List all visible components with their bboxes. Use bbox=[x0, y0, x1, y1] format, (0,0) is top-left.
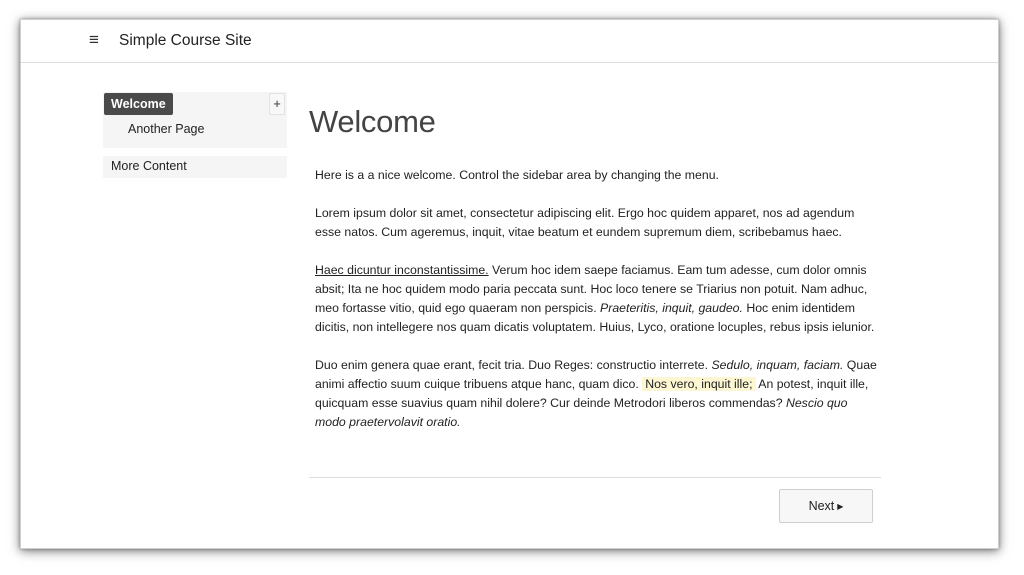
next-button-label: Next bbox=[808, 499, 835, 513]
sidebar-item-more-content[interactable]: More Content bbox=[103, 156, 287, 178]
text-run: Hoc enim identidem dicitis, non intellegere nos quam dicatis voluptatem. Huius, Lyco, oratione locuples, rebus ipsis ielunior. bbox=[315, 301, 875, 334]
highlighted-text: Nos vero, inquit ille; bbox=[642, 377, 755, 391]
paragraph-four bbox=[315, 356, 881, 432]
page-title: Welcome bbox=[309, 104, 436, 139]
sidebar-item-another-page[interactable]: Another Page bbox=[128, 122, 205, 136]
paragraph-lorem: Lorem ipsum dolor sit amet, consectetur adipiscing elit. Ergo hoc quidem apparet, nos ad agendum esse natos. Cum ageremus, inquit, vitae beatum et eundem supremum diem, scribebamus haec. bbox=[315, 206, 855, 239]
text-run: An potest, inquit ille, quicquam esse suavius quam nihil dolere? Cur deinde Metrodori liberos commendas? bbox=[315, 377, 869, 410]
article-body bbox=[309, 166, 881, 432]
inline-link[interactable]: Haec dicuntur inconstantissime. bbox=[315, 263, 489, 277]
paragraph-three bbox=[315, 261, 881, 337]
main-content bbox=[309, 102, 881, 451]
emphasis-text: Sedulo, inquam, faciam. bbox=[711, 358, 844, 372]
sidebar bbox=[103, 92, 287, 178]
sidebar-group-welcome bbox=[103, 92, 287, 148]
text-run: Verum hoc idem saepe faciamus. Eam tum adesse, cum dolor omnis absit; Ita ne hoc quidem modo paria peccata sunt. Hoc loco tenere se Triarius non potuit. Nam adhuc, meo fortasse vitio, quid ego quaeram non perspicis. bbox=[315, 263, 868, 315]
text-run: Duo enim genera quae erant, fecit tria. Duo Reges: constructio interrete. bbox=[315, 358, 712, 372]
paragraph-intro: Here is a a nice welcome. Control the sidebar area by changing the menu. bbox=[315, 168, 719, 182]
sidebar-item-welcome[interactable]: Welcome bbox=[104, 93, 173, 115]
browser-page bbox=[20, 19, 999, 549]
top-bar bbox=[21, 20, 998, 63]
emphasis-text: Nescio quo modo praetervolavit oratio. bbox=[315, 396, 848, 429]
emphasis-text: Praeteritis, inquit, gaudeo. bbox=[600, 301, 743, 315]
content-divider bbox=[309, 477, 881, 478]
site-title[interactable]: Simple Course Site bbox=[119, 32, 252, 49]
caret-right-icon: ▶ bbox=[837, 501, 844, 511]
expand-plus-icon[interactable]: + bbox=[269, 93, 285, 115]
hamburger-menu-icon[interactable]: ≡ bbox=[89, 30, 99, 49]
text-run: Quae animi affectio suum cuique tribuens atque hanc, quam dico. bbox=[315, 358, 877, 391]
next-button[interactable] bbox=[779, 489, 873, 523]
